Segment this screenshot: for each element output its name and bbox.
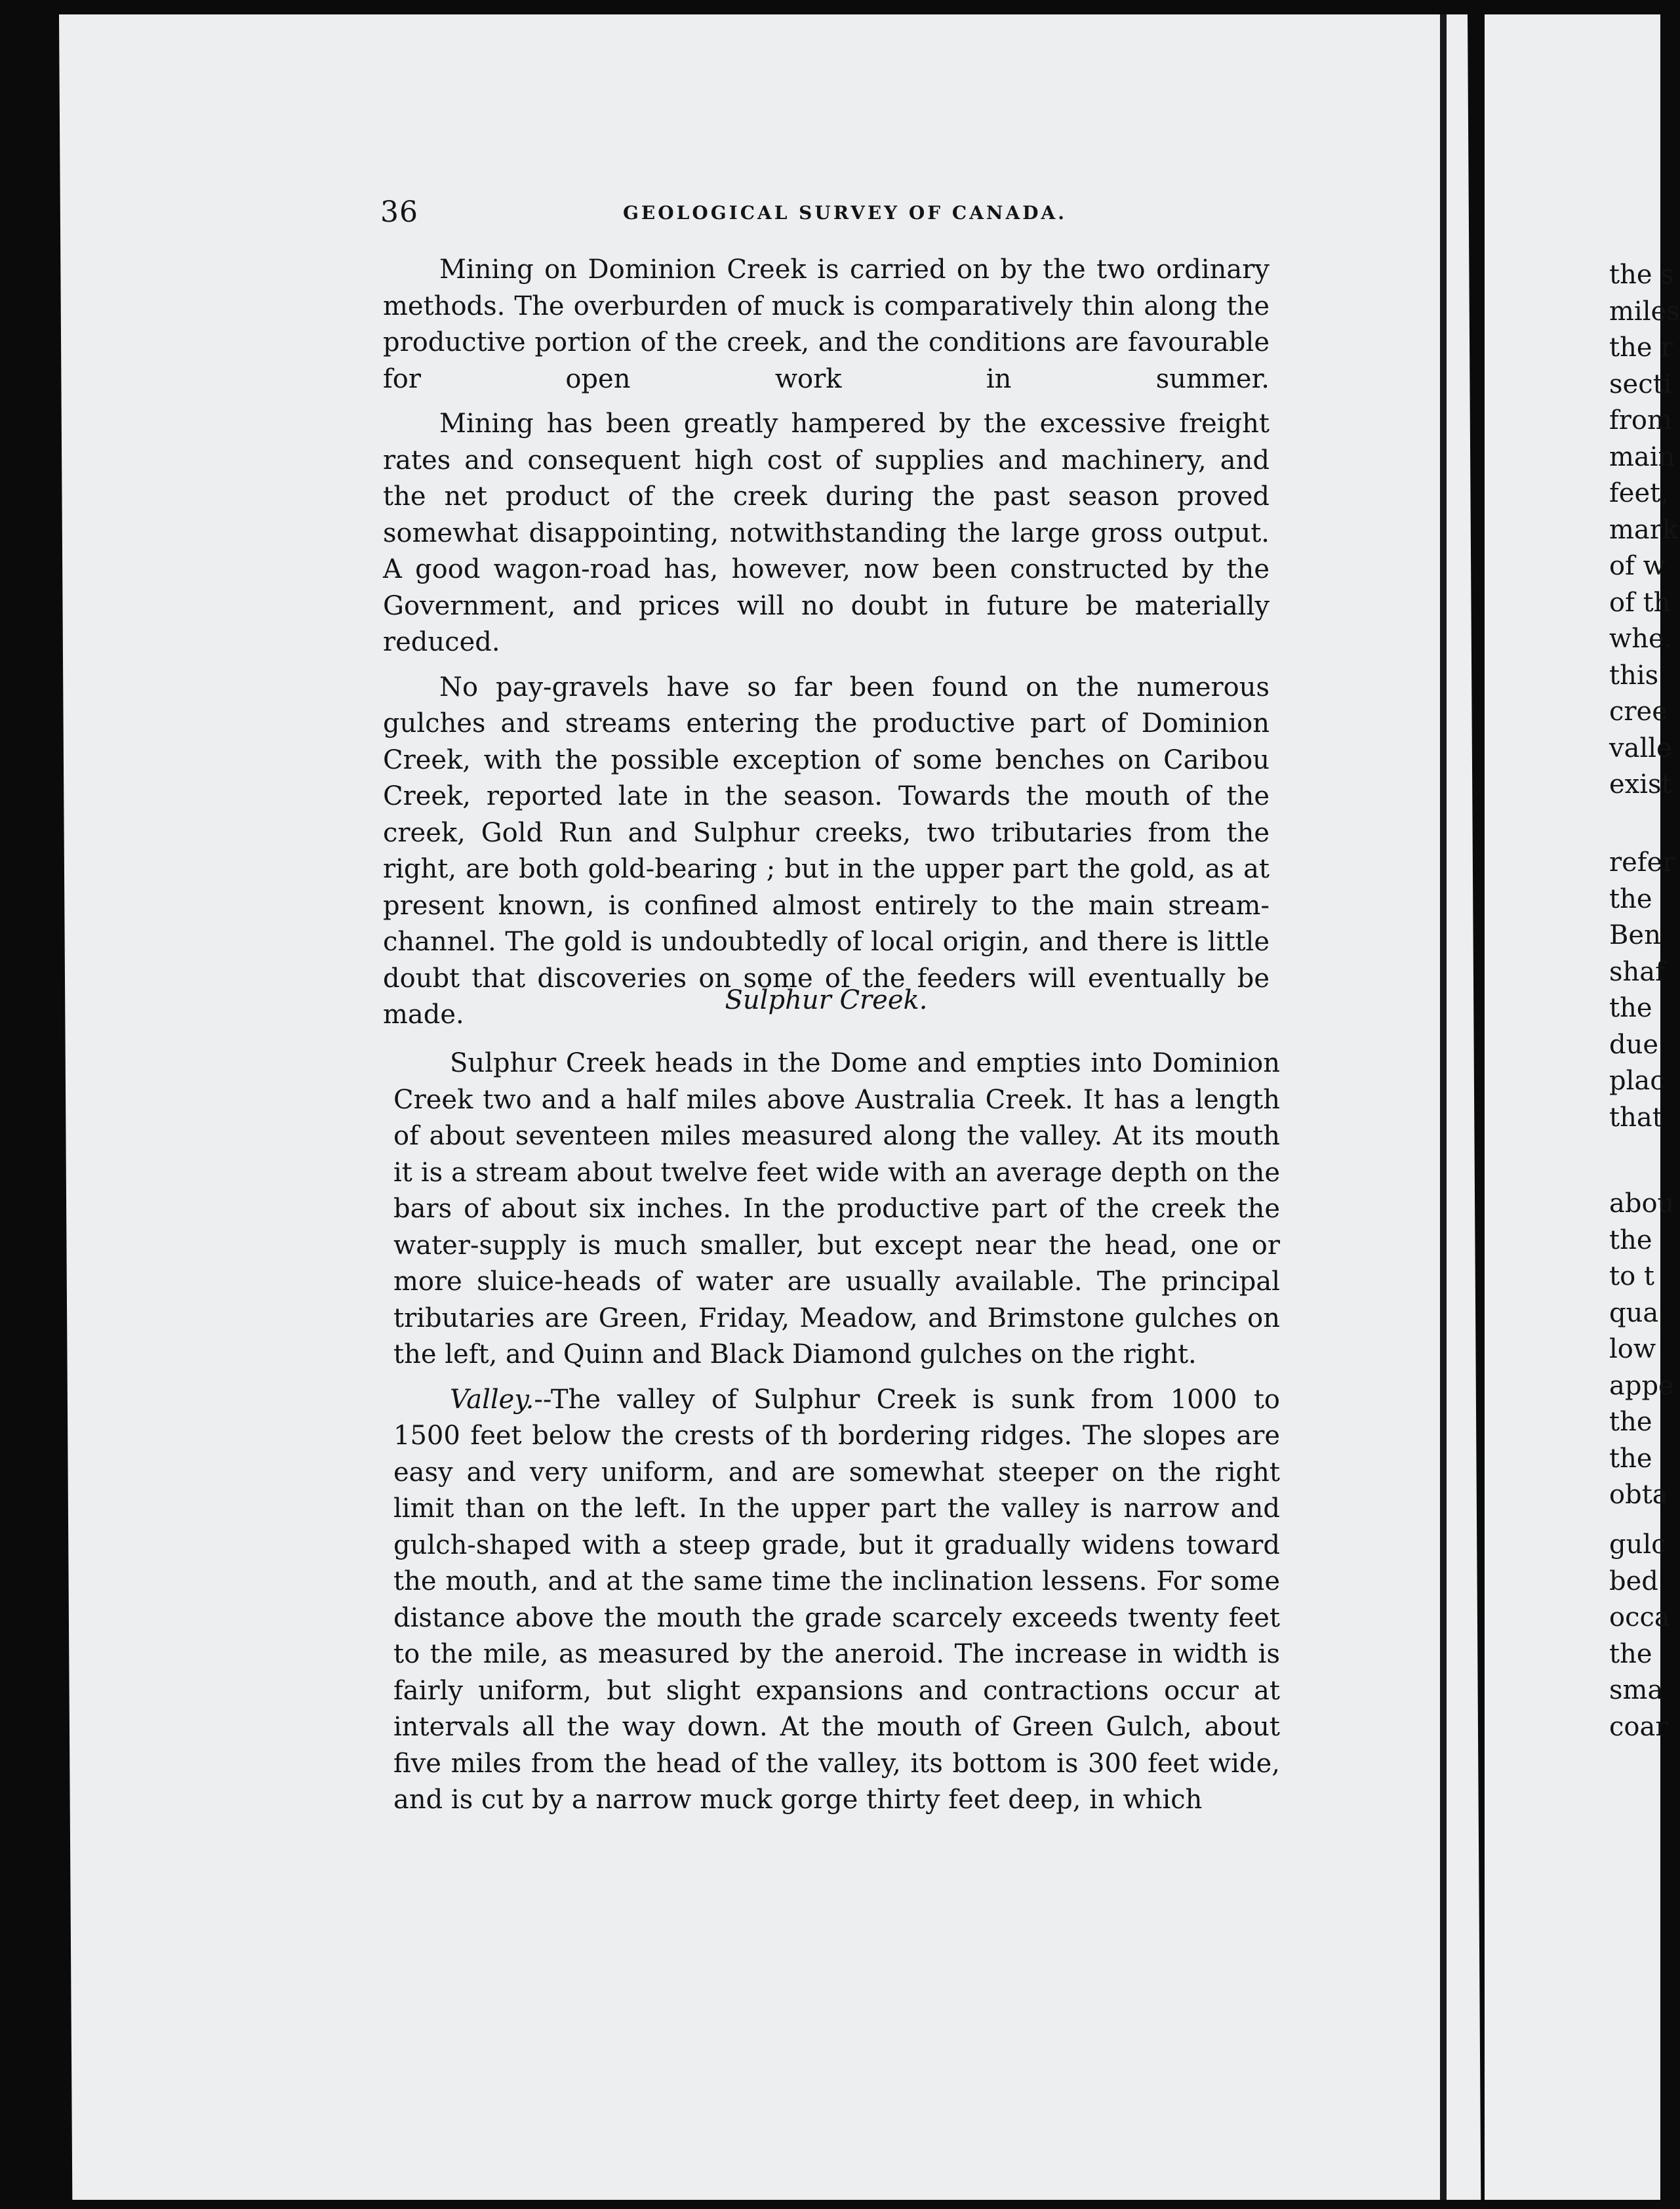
fragment-line: to t	[1609, 1261, 1654, 1291]
paragraph-freight-rates: Mining has been greatly hampered by the excessive freight rates and consequent high cost of supplies and machinery, and the net product of the creek during the past season proved somewhat disappointing, notwithstanding the large gross output. A good wagon-road has, however, now been constructed by the Government, and prices will no doubt in future be materially reduced.	[383, 409, 1270, 657]
fragment-line: the	[1609, 1407, 1652, 1437]
facing-fragment-group-4	[1609, 1527, 1670, 1745]
fragment-line: abou	[1609, 1188, 1675, 1219]
fragment-line: qua	[1609, 1297, 1659, 1328]
valley-text: --The valley of Sulphur Creek is sunk from 1000 to 1500 feet below the crests of th bordering ridges. The slopes are easy and very uniform, and are somewhat steeper on the right limit than on the left. In the upper part the valley is narrow and gulch-shaped with a steep grade, but it gradually widens toward the mouth, and at the same time the inclination lessens. For some distance above the mouth the grade scarcely exceeds twenty feet to the mile, as measured by the aneroid. The increase in width is fairly uniform, but slight expansions and contractions occur at intervals all the way down. At the mouth of Green Gulch, about five miles from the head of the valley, its bottom is 300 feet wide, and is cut by a narrow muck gorge thirty feet deep, in which	[393, 1384, 1280, 1815]
fragment-line: gulc	[1609, 1530, 1666, 1560]
fragment-line: Ben	[1609, 920, 1661, 950]
fragment-line: shaf	[1609, 956, 1665, 987]
fragment-line: occa	[1609, 1602, 1670, 1632]
fragment-line: appe	[1609, 1370, 1674, 1401]
fragment-line: the r	[1609, 333, 1673, 363]
running-title: GEOLOGICAL SURVEY OF CANADA.	[623, 202, 1067, 224]
body-text	[383, 252, 1270, 1042]
valley-lead: Valley.	[450, 1384, 534, 1415]
fragment-line: the	[1609, 993, 1652, 1023]
fragment-line: of w	[1609, 551, 1666, 581]
facing-fragment-group-2	[1609, 845, 1675, 1136]
fragment-line: whe.	[1609, 624, 1673, 654]
facing-fragment-group-1	[1609, 257, 1680, 803]
facing-fragment-group-3	[1609, 1186, 1674, 1514]
fragment-line: due	[1609, 1029, 1659, 1060]
fragment-line: from	[1609, 405, 1672, 436]
fragment-line: low	[1609, 1334, 1656, 1364]
fragment-line: the	[1609, 1638, 1652, 1669]
fragment-line: this	[1609, 660, 1659, 691]
section-body	[393, 1045, 1280, 1827]
fragment-line: main	[1609, 441, 1675, 472]
fragment-line: of th	[1609, 587, 1671, 618]
fragment-line: coar	[1609, 1711, 1668, 1742]
fragment-line: exist	[1609, 769, 1672, 800]
fragment-line: mark	[1609, 514, 1679, 545]
fragment-line: obta	[1609, 1480, 1668, 1510]
fragment-line: the	[1609, 1225, 1652, 1255]
fragment-line: valle	[1609, 733, 1672, 763]
fragment-line: the	[1609, 1443, 1652, 1474]
paragraph-valley	[393, 1382, 1280, 1819]
fragment-line: the s	[1609, 260, 1674, 290]
fragment-line: that	[1609, 1102, 1663, 1133]
fragment-line: miles	[1609, 296, 1680, 327]
fragment-line: feet,	[1609, 478, 1669, 508]
fragment-line: secti	[1609, 369, 1672, 399]
running-head	[380, 195, 1298, 235]
page-gutter	[1440, 14, 1447, 2200]
fragment-line: plac	[1609, 1066, 1665, 1096]
paragraph-mining-methods: Mining on Dominion Creek is carried on by the two ordinary methods. The overburden of muck is comparatively thin along the productive portion of the creek, and the conditions are favourable for open work in summer.	[383, 254, 1270, 394]
fragment-line: cree	[1609, 697, 1668, 727]
section-heading: Sulphur Creek.	[725, 985, 928, 1015]
paragraph-pay-gravels: No pay-gravels have so far been found on the numerous gulches and streams entering the productive part of Dominion Creek, with the possible exception of some benches on Caribou Creek, reported late in the season. Towards the mouth of the creek, Gold Run and Sulphur creeks, two tributaries from the right, are both gold-bearing ; but in the upper part the gold, as at present known, is confined almost entirely to the main stream-channel. The gold is undoubtedly of local origin, and there is little doubt that discoveries on some of the feeders will eventually be made.	[383, 672, 1270, 1030]
fragment-line: bed	[1609, 1566, 1658, 1596]
fragment-line: sma	[1609, 1675, 1664, 1705]
fragment-line: refer	[1609, 847, 1675, 878]
fragment-line: the	[1609, 883, 1652, 914]
page-number: 36	[380, 195, 418, 229]
paragraph-sulphur-creek: Sulphur Creek heads in the Dome and empties into Dominion Creek two and a half miles above Australia Creek. It has a length of about seventeen miles measured along the valley. At its mouth it is a stream about twelve feet wide with an average depth on the bars of about six inches. In the productive part of the creek the water-supply is much smaller, but except near the head, one or more sluice-heads of water are usually available. The principal tributaries are Green, Friday, Meadow, and Brimstone gulches on the left, and Quinn and Black Diamond gulches on the right.	[393, 1048, 1280, 1369]
